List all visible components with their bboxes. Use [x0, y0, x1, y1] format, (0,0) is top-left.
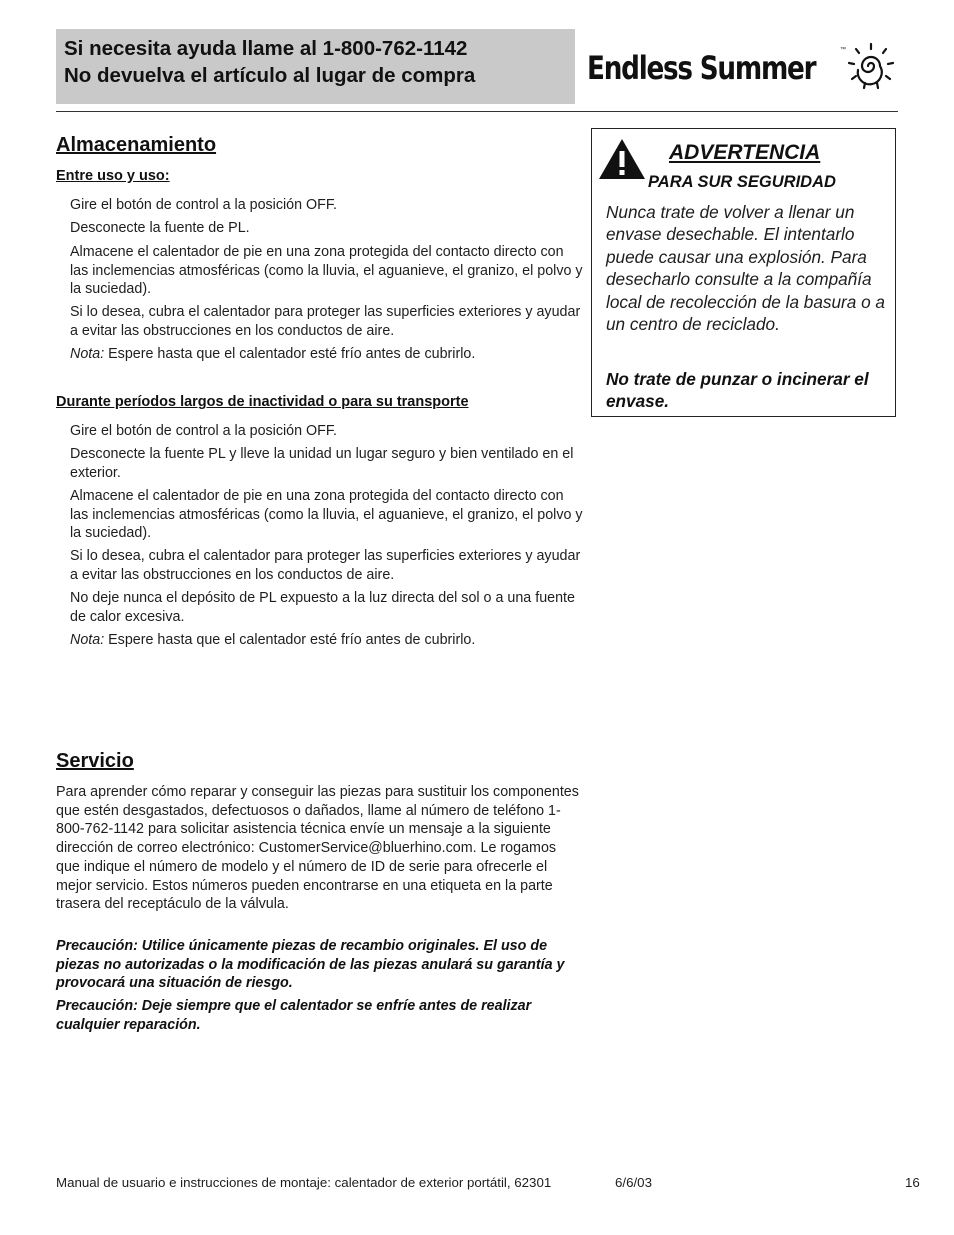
list-item: Si lo desea, cubra el calentador para proteger las superficies exteriores y ayudar a evitar las obstrucciones en los conductos de aire. — [70, 548, 581, 583]
warning-no-puncture: No trate de punzar o incinerar el envase. — [606, 369, 869, 412]
list-item: Almacene el calentador de pie en una zona protegida del contacto directo con las inclemencias atmosféricas (como la lluvia, el aguanieve, el granizo, el polvo y la suciedad). — [70, 488, 583, 542]
note-label: Nota: — [70, 346, 105, 362]
list-item: Gire el botón de control a la posición OFF. — [70, 423, 338, 439]
between-use-heading: Entre uso y uso: — [56, 168, 170, 184]
footer-date: 6/6/03 — [615, 1175, 652, 1190]
long-periods-heading: Durante períodos largos de inactividad o para su transporte — [56, 394, 469, 410]
note-text: Espere hasta que el calentador esté frío antes de cubrirlo. — [104, 632, 476, 648]
list-item: Almacene el calentador de pie en una zona protegida del contacto directo con las inclemencias atmosféricas (como la lluvia, el aguanieve, el granizo, el polvo y la suciedad). — [70, 244, 583, 298]
help-banner-line-1: Si necesita ayuda llame al 1-800-762-1142 — [64, 37, 468, 60]
storage-note — [70, 345, 585, 364]
caution-original-parts: Precaución: Utilice únicamente piezas de recambio originales. El uso de piezas no autorizadas o la modificación de las piezas anulará su garantía y provocará una situación de riesgo. — [56, 938, 565, 992]
note-text: Espere hasta que el calentador esté frío antes de cubrirlo. — [104, 346, 476, 362]
caution-cool-down: Precaución: Deje siempre que el calentador se enfríe antes de realizar cualquier reparación. — [56, 998, 532, 1033]
page-number: 16 — [905, 1175, 920, 1190]
list-item: Gire el botón de control a la posición OFF. — [70, 197, 338, 213]
warning-subtitle: PARA SUR SEGURIDAD — [648, 173, 836, 191]
trademark-mark: ™ — [840, 47, 846, 53]
list-item: Desconecte la fuente PL y lleve la unidad un lugar seguro y bien ventilado en el exterior. — [70, 446, 574, 481]
sun-spiral-icon — [844, 41, 898, 91]
list-item: No deje nunca el depósito de PL expuesto a la luz directa del sol o a una fuente de calor excesiva. — [70, 590, 575, 625]
help-banner-line-2: No devuelva el artículo al lugar de compra — [64, 64, 476, 87]
storage-note — [70, 631, 585, 650]
service-heading: Servicio — [56, 750, 134, 772]
list-item: Desconecte la fuente de PL. — [70, 220, 250, 236]
list-item: Si lo desea, cubra el calentador para proteger las superficies exteriores y ayudar a evitar las obstrucciones en los conductos de aire. — [70, 304, 581, 339]
footer-manual-title: Manual de usuario e instrucciones de montaje: calentador de exterior portátil, 62301 — [56, 1175, 552, 1190]
service-body: Para aprender cómo reparar y conseguir las piezas para sustituir los componentes que estén desgastados, defectuosos o dañados, llame al número de teléfono 1-800-762-1142 para solicitar asistencia técnica envíe un mensaje a la siguiente dirección de correo electrónico: CustomerService@bluerhino.com. Le rogamos que indique el número de modelo y el número de ID de serie para ofrecerle el mejor servicio. Estos números pueden encontrarse en una etiqueta en la parte trasera del receptáculo de la válvula. — [56, 784, 579, 913]
storage-heading: Almacenamiento — [56, 134, 217, 156]
brand-logo-text: Endless Summer — [587, 49, 816, 87]
warning-title: ADVERTENCIA — [669, 141, 821, 164]
warning-body: Nunca trate de volver a llenar un envase desechable. El intentarlo puede causar una explosión. Para desecharlo consulte a la compañía local de recolección de la basura o a un centro de reciclado. — [606, 202, 885, 335]
note-label: Nota: — [70, 632, 105, 648]
header-divider — [56, 111, 898, 112]
warning-triangle-icon — [597, 137, 647, 181]
